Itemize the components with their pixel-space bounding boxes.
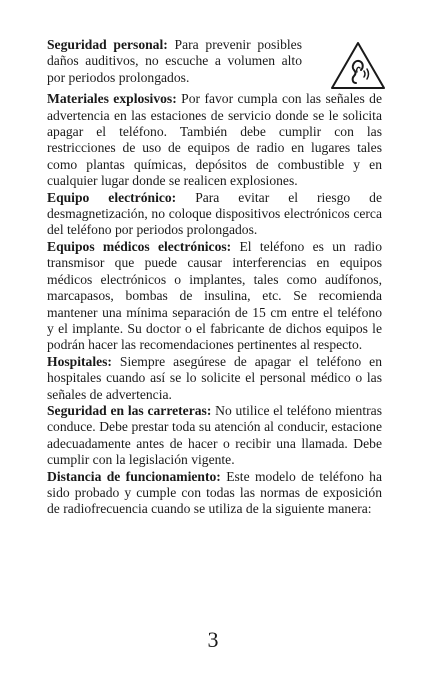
section-heading: Equipos médicos electrónicos:: [47, 238, 232, 254]
section-heading: Distancia de funcionamiento:: [47, 468, 221, 484]
section-text: Para evitar el riesgo de desmagnetización, no coloque dispositivos electrónicos cerca del teléfono por periodos prolongados.: [47, 189, 382, 238]
section-heading: Equipo electrónico:: [47, 189, 177, 205]
section-text: No utilice el teléfono mientras conduce. Debe prestar toda su atención al conducir, estacione adecuadamente antes de hacer o recibir una llamada. Debe cumplir con la legislación vigente.: [47, 402, 382, 468]
page-number: 3: [207, 627, 219, 652]
manual-page-content: [47, 37, 382, 518]
section-heading: Hospitales:: [47, 353, 112, 369]
section-heading: Seguridad en las carreteras:: [47, 402, 212, 418]
section-hospitals: [47, 354, 382, 403]
section-text: El teléfono es un radio transmisor que puede causar interferencias en equipos médicos electrónicos o implantes, tales como audífonos, marcapasos, bombas de insulina, etc. Se recomienda mantener una mínima separación de 15 cm entre el teléfono y el implante. Su doctor o el fabricante de dichos equipos le podrán hacer las recomendaciones pertinentes al respecto.: [47, 238, 383, 353]
section-explosive-materials: [47, 91, 382, 189]
section-operating-distance: [47, 469, 382, 518]
section-medical-equipment: [47, 239, 382, 354]
section-text: Para prevenir posibles daños auditivos, no escuche a volumen alto por periodos prolongados.: [47, 37, 302, 85]
section-road-safety: [47, 403, 382, 469]
section-electronic-equipment: [47, 190, 382, 239]
section-text: Por favor cumpla con las señales de advertencia en las estaciones de servicio donde se le solicita apagar el teléfono. También debe cumplir con las restricciones de uso de equipos de radio en lugares tales como plantas químicas, depósitos de combustible y en cualquier lugar donde se realicen explosiones.: [47, 91, 382, 189]
hearing-warning-icon: [330, 41, 386, 91]
section-personal-safety: [47, 37, 382, 86]
section-heading: Materiales explosivos:: [47, 91, 177, 107]
section-text: Siempre asegúrese de apagar el teléfono en hospitales cuando así se lo solicite el personal médico o las señales de advertencia.: [47, 353, 382, 402]
section-text: Este modelo de teléfono ha sido probado y cumple con todas las normas de exposición de radiofrecuencia cuando se utiliza de la siguiente manera:: [47, 468, 382, 517]
section-heading: Seguridad personal:: [47, 37, 168, 52]
